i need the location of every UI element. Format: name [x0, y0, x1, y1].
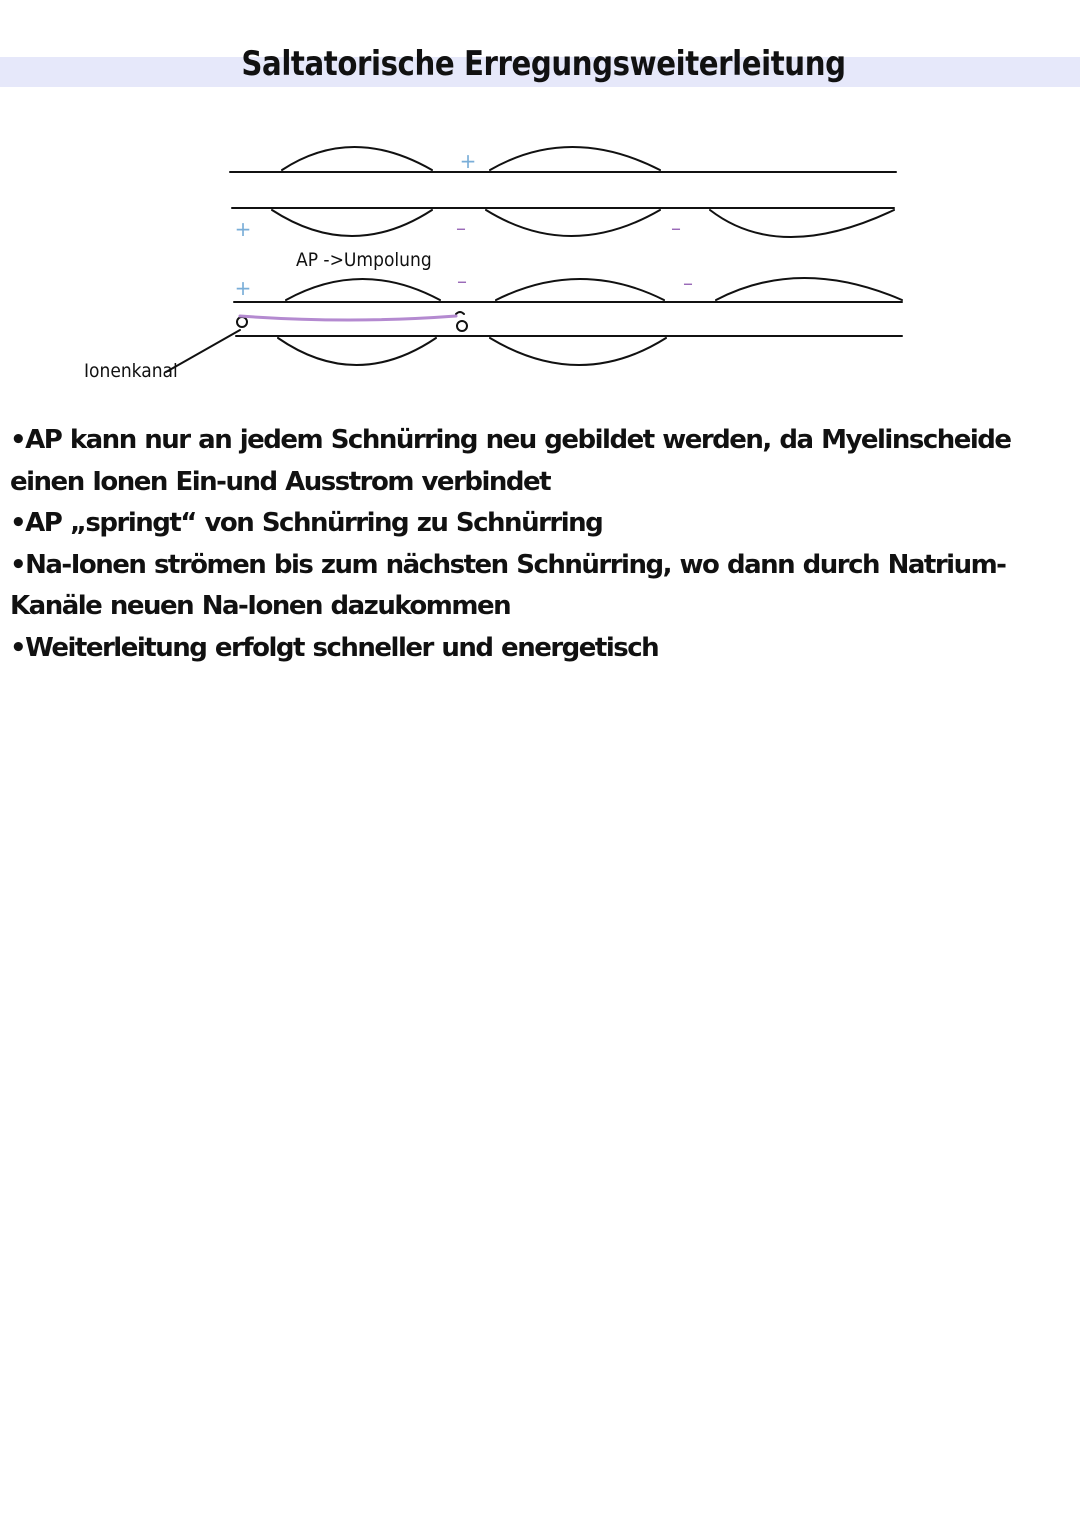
myelin-sheath [490, 147, 660, 170]
minus-sign: – [671, 216, 681, 240]
notes-list [10, 420, 1070, 669]
lower-axon [166, 278, 902, 372]
myelin-sheath [490, 338, 666, 365]
ap-label: AP ->Umpolung [296, 249, 432, 271]
note-item: •Weiterleitung erfolgt schneller und energetisch [10, 632, 659, 663]
myelin-sheath [278, 338, 436, 365]
axon-diagram [0, 120, 1080, 390]
note-item: •AP „springt“ von Schnürring zu Schnürring [10, 508, 603, 538]
note-item: •Na-Ionen strömen bis zum nächsten Schnürring, wo dann durch Natrium-Kanäle neuen Na-Ionen dazukommen [10, 549, 1006, 621]
myelin-sheath [710, 210, 894, 237]
myelin-sheath [272, 210, 432, 236]
plus-sign: + [234, 276, 252, 300]
minus-sign: – [683, 271, 693, 295]
ion-channel-label: Ionenkanal [84, 360, 178, 382]
plus-sign: + [459, 149, 477, 173]
ion-channel-icon [237, 317, 247, 327]
myelin-sheath [282, 147, 432, 170]
plus-sign: + [234, 217, 252, 241]
minus-sign: – [456, 216, 466, 240]
note-item: •AP kann nur an jedem Schnürring neu gebildet werden, da Myelinscheide einen Ionen Ein-und Ausstrom verbindet [10, 425, 1011, 497]
ion-channel-icon [456, 312, 464, 314]
minus-sign: – [457, 269, 467, 293]
myelin-sheath [496, 279, 664, 300]
myelin-sheath [486, 210, 660, 236]
page-title: Saltatorische Erregungsweiterleitung [241, 44, 846, 84]
myelin-sheath [286, 279, 440, 300]
ion-channel-icon [457, 321, 467, 331]
local-current-line [240, 316, 456, 320]
myelin-sheath [716, 278, 902, 300]
upper-axon [230, 147, 896, 237]
